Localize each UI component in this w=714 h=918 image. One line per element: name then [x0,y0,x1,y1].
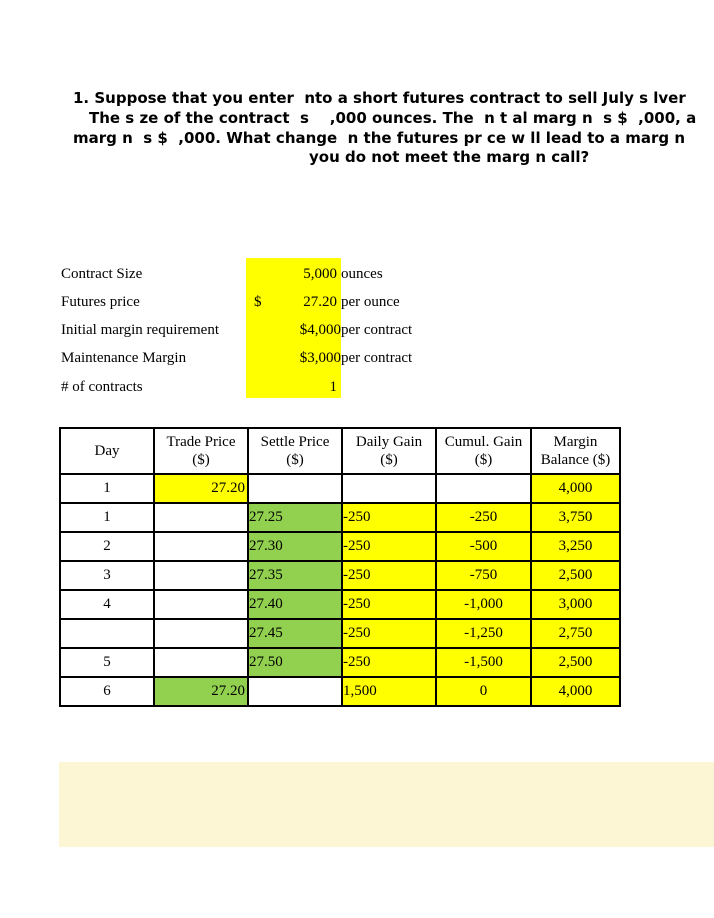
cell-daily-gain[interactable]: -250 [342,619,436,648]
cell-settle-price[interactable]: 27.25 [248,503,342,532]
param-value-contract-size[interactable]: 5,000 [303,266,337,282]
param-unit-initial-margin: per contract [341,322,413,338]
cell-trade-price[interactable] [154,648,248,677]
param-unit-maintenance-margin: per contract [341,350,413,366]
cell-cumul-gain[interactable] [436,474,531,503]
question-line: 1. Suppose that you enter nto a short futures contract to sell July s lver [73,89,686,107]
header-margin-balance: Margin Balance ($) [531,428,620,474]
cell-daily-gain[interactable]: 1,500 [342,677,436,706]
cell-daily-gain[interactable]: -250 [342,532,436,561]
param-label-num-contracts: # of contracts [61,379,143,395]
table-row [60,619,620,648]
cell-margin-balance[interactable]: 3,250 [531,532,620,561]
header-settle-price: Settle Price ($) [248,428,342,474]
param-value-maintenance-margin[interactable]: $3,000 [299,350,341,366]
cell-trade-price[interactable] [154,503,248,532]
question-line: The s ze of the contract s ,000 ounces. The n t al marg n s $ ,000, a [89,109,697,127]
param-value-initial-margin[interactable]: $4,000 [299,322,341,338]
cell-day[interactable]: 1 [60,474,154,503]
table-row [60,474,620,503]
param-dollar-futures-price: $ [254,294,262,310]
table-row [60,561,620,590]
param-label-futures-price: Futures price [61,294,140,310]
cell-daily-gain[interactable]: -250 [342,590,436,619]
cell-trade-price[interactable]: 27.20 [154,474,248,503]
answer-box[interactable] [59,762,714,847]
param-value-num-contracts[interactable]: 1 [329,379,337,395]
cell-settle-price[interactable] [248,677,342,706]
cell-trade-price[interactable] [154,590,248,619]
cell-daily-gain[interactable]: -250 [342,561,436,590]
cell-cumul-gain[interactable]: -750 [436,561,531,590]
cell-cumul-gain[interactable]: -500 [436,532,531,561]
cell-day[interactable]: 3 [60,561,154,590]
cell-daily-gain[interactable]: -250 [342,648,436,677]
cell-margin-balance[interactable]: 4,000 [531,474,620,503]
cell-settle-price[interactable]: 27.30 [248,532,342,561]
cell-day[interactable]: 4 [60,590,154,619]
param-label-maintenance-margin: Maintenance Margin [61,350,187,366]
cell-trade-price[interactable] [154,561,248,590]
cell-settle-price[interactable] [248,474,342,503]
cell-day[interactable] [60,619,154,648]
cell-margin-balance[interactable]: 2,500 [531,561,620,590]
param-unit-futures-price: per ounce [341,294,400,310]
header-trade-price: Trade Price ($) [154,428,248,474]
cell-day[interactable]: 2 [60,532,154,561]
table-row [60,677,620,706]
cell-trade-price[interactable]: 27.20 [154,677,248,706]
cell-settle-price[interactable]: 27.35 [248,561,342,590]
margin-table [59,427,621,707]
question-line: marg n s $ ,000. What change n the futures pr ce w ll lead to a marg n [73,129,686,147]
cell-cumul-gain[interactable]: -250 [436,503,531,532]
header-day: Day [60,428,154,474]
cell-settle-price[interactable]: 27.40 [248,590,342,619]
cell-daily-gain[interactable]: -250 [342,503,436,532]
param-value-futures-price[interactable]: 27.20 [303,294,337,310]
table-row [60,532,620,561]
cell-margin-balance[interactable]: 3,000 [531,590,620,619]
cell-margin-balance[interactable]: 4,000 [531,677,620,706]
cell-trade-price[interactable] [154,532,248,561]
param-label-initial-margin: Initial margin requirement [61,322,220,338]
cell-settle-price[interactable]: 27.50 [248,648,342,677]
cell-cumul-gain[interactable]: -1,250 [436,619,531,648]
cell-margin-balance[interactable]: 3,750 [531,503,620,532]
cell-cumul-gain[interactable]: -1,500 [436,648,531,677]
table-row [60,648,620,677]
table-row [60,503,620,532]
cell-settle-price[interactable]: 27.45 [248,619,342,648]
cell-margin-balance[interactable]: 2,500 [531,648,620,677]
cell-cumul-gain[interactable]: -1,000 [436,590,531,619]
cell-trade-price[interactable] [154,619,248,648]
cell-day[interactable]: 1 [60,503,154,532]
cell-daily-gain[interactable] [342,474,436,503]
cell-day[interactable]: 5 [60,648,154,677]
cell-cumul-gain[interactable]: 0 [436,677,531,706]
param-unit-contract-size: ounces [341,266,383,282]
table-row [60,590,620,619]
question-line: you do not meet the marg n call? [309,148,590,166]
param-label-contract-size: Contract Size [61,266,143,282]
cell-day[interactable]: 6 [60,677,154,706]
header-cumul-gain: Cumul. Gain ($) [436,428,531,474]
header-daily-gain: Daily Gain ($) [342,428,436,474]
cell-margin-balance[interactable]: 2,750 [531,619,620,648]
table-header-row [60,428,620,474]
